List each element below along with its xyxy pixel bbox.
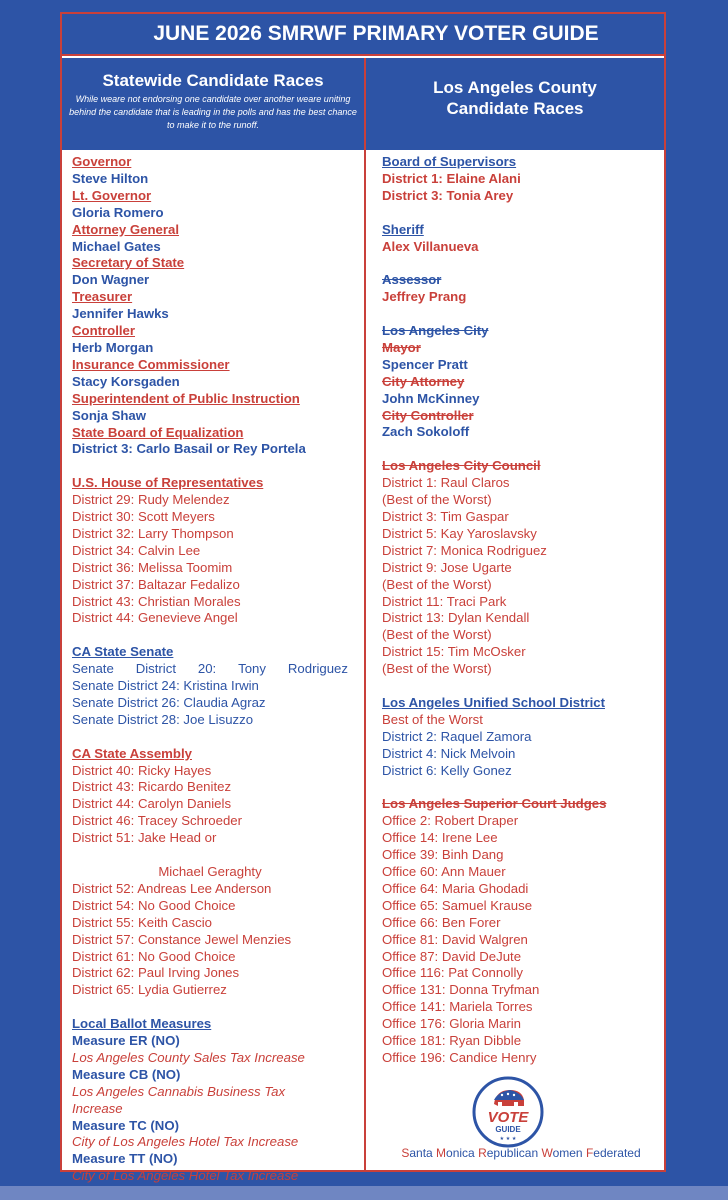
- judge-candidate: Office 81: David Walgren: [382, 931, 528, 947]
- council-heading: Los Angeles City Council: [382, 458, 541, 474]
- council-candidate: District 1: Raul Claros: [382, 475, 510, 491]
- judge-candidate: Office 116: Pat Connolly: [382, 965, 523, 981]
- pick-city-controller: Zach Sokoloff: [382, 424, 470, 440]
- assembly-candidate: District 46: Tracey Schroeder: [72, 813, 243, 829]
- assembly-candidate: District 43: Ricardo Benitez: [72, 779, 232, 795]
- assembly-candidate: District 57: Constance Jewel Menzies: [72, 931, 292, 947]
- council-candidate: District 13: Dylan Kendall: [382, 610, 530, 626]
- assembly-candidate: District 61: No Good Choice: [72, 948, 236, 964]
- footer-initial: R: [478, 1146, 487, 1160]
- council-candidate: (Best of the Worst): [382, 661, 492, 677]
- judge-candidate: Office 39: Binh Dang: [382, 847, 504, 863]
- judges-heading: Los Angeles Superior Court Judges: [382, 796, 607, 812]
- office-mayor: Mayor: [382, 339, 421, 355]
- assembly-candidate: District 65: Lydia Gutierrez: [72, 982, 227, 998]
- senate-candidate: Senate District 26: Claudia Agraz: [72, 694, 266, 710]
- house-list: [72, 492, 348, 627]
- office-lt-governor: Lt. Governor: [72, 187, 152, 203]
- measure-tt: Measure TT (NO): [72, 1151, 178, 1167]
- judge-candidate: Office 176: Gloria Marin: [382, 1016, 522, 1032]
- house-candidate: District 37: Baltazar Fedalizo: [72, 576, 240, 592]
- footer-initial: S: [401, 1146, 410, 1160]
- measure-tc: Measure TC (NO): [72, 1117, 179, 1133]
- senate-word: Senate: [72, 661, 114, 677]
- bottom-strip: [0, 1186, 728, 1200]
- judge-candidate: Office 66: Ben Forer: [382, 914, 501, 930]
- footer-word: ederated: [593, 1146, 641, 1160]
- judge-candidate: Office 2: Robert Draper: [382, 813, 519, 829]
- office-attorney-general: Attorney General: [72, 221, 179, 237]
- office-treasurer: Treasurer: [72, 289, 133, 305]
- pick-city-attorney: John McKinney: [382, 390, 480, 406]
- office-governor: Governor: [72, 154, 132, 169]
- council-candidate: District 3: Tim Gaspar: [382, 508, 509, 524]
- statewide-column: [72, 154, 348, 1185]
- senate-heading: CA State Senate: [72, 644, 174, 660]
- council-candidate: (Best of the Worst): [382, 627, 492, 643]
- office-superintendent: Superintendent of Public Instruction: [72, 390, 300, 406]
- council-candidate: (Best of the Worst): [382, 576, 492, 592]
- office-equalization: State Board of Equalization: [72, 424, 244, 440]
- vote-guide-logo: [472, 1076, 544, 1148]
- house-candidate: District 32: Larry Thompson: [72, 525, 234, 541]
- assembly-candidate: District 55: Keith Cascio: [72, 914, 212, 930]
- senate-candidate: Senate District 24: Kristina Irwin: [72, 678, 259, 694]
- measure-cb: Measure CB (NO): [72, 1066, 181, 1082]
- council-candidate: District 5: Kay Yaroslavsky: [382, 525, 537, 541]
- logo-guide-text: GUIDE: [495, 1125, 521, 1134]
- assembly-list: [72, 763, 348, 848]
- judge-candidate: Office 141: Mariela Torres: [382, 999, 533, 1015]
- office-city-controller: City Controller: [382, 407, 474, 423]
- judge-candidate: Office 196: Candice Henry: [382, 1049, 537, 1065]
- footer-initial: W: [541, 1146, 553, 1160]
- guide-title: JUNE 2026 SMRWF PRIMARY VOTER GUIDE: [62, 14, 664, 56]
- pick-controller: Herb Morgan: [72, 339, 154, 355]
- senate-first-line: [72, 661, 348, 678]
- pick-treasurer: Jennifer Hawks: [72, 306, 169, 322]
- assembly-candidate: District 62: Paul Irving Jones: [72, 965, 240, 981]
- judge-candidate: Office 181: Ryan Dibble: [382, 1033, 522, 1049]
- statewide-header: [62, 58, 364, 150]
- voter-guide-card: [60, 12, 666, 1184]
- council-candidate: District 7: Monica Rodriguez: [382, 542, 547, 558]
- office-city-attorney: City Attorney: [382, 373, 465, 389]
- judge-candidate: Office 131: Donna Tryfman: [382, 982, 540, 998]
- office-supervisors: Board of Supervisors: [382, 154, 517, 169]
- la-county-title-line2: Candidate Races: [446, 99, 584, 118]
- column-divider: [364, 58, 366, 1170]
- measure-er-desc: Los Angeles County Sales Tax Increase: [72, 1049, 305, 1065]
- senate-word: Rodriguez: [287, 661, 348, 677]
- assembly-candidate: District 52: Andreas Lee Anderson: [72, 880, 272, 896]
- pick-superintendent: Sonja Shaw: [72, 407, 147, 423]
- pick-supervisors-d1: District 1: Elaine Alani: [382, 170, 521, 186]
- lausd-candidate: District 6: Kelly Gonez: [382, 762, 512, 778]
- lausd-list: [382, 729, 652, 780]
- statewide-title: Statewide Candidate Races: [102, 71, 324, 90]
- measures-heading: Local Ballot Measures: [72, 1016, 212, 1032]
- house-candidate: District 34: Calvin Lee: [72, 542, 201, 558]
- house-candidate: District 43: Christian Morales: [72, 593, 241, 609]
- assembly-heading: CA State Assembly: [72, 745, 192, 761]
- council-candidate: District 15: Tim McOsker: [382, 644, 526, 660]
- la-county-title-line1: Los Angeles County: [433, 78, 597, 97]
- senate-word: Tony: [238, 661, 266, 677]
- footer-word: omen: [552, 1146, 586, 1160]
- judge-candidate: Office 60: Ann Mauer: [382, 863, 506, 879]
- footer-word: onica: [446, 1146, 479, 1160]
- pick-supervisors-d3: District 3: Tonia Arey: [382, 187, 514, 203]
- footer-word: epublican: [486, 1146, 542, 1160]
- pick-insurance-commissioner: Stacy Korsgaden: [72, 373, 180, 389]
- measure-er: Measure ER (NO): [72, 1033, 180, 1049]
- pick-mayor: Spencer Pratt: [382, 356, 468, 372]
- lausd-heading: Los Angeles Unified School District: [382, 694, 605, 710]
- house-candidate: District 44: Genevieve Angel: [72, 610, 238, 626]
- statewide-note: While weare not endorsing one candidate over another weare uniting behind the candidate that is leading in the polls and has the best chance to make it to the runoff.: [69, 94, 357, 130]
- senate-word: 20:: [197, 661, 217, 677]
- office-insurance-commissioner: Insurance Commissioner: [72, 356, 230, 372]
- measure-cb-desc: Los Angeles Cannabis Business Tax: [72, 1083, 286, 1099]
- judge-candidate: Office 64: Maria Ghodadi: [382, 880, 529, 896]
- senate-candidate: Senate District 28: Joe Lisuzzo: [72, 711, 254, 727]
- council-candidate: (Best of the Worst): [382, 492, 492, 508]
- house-candidate: District 29: Rudy Melendez: [72, 492, 230, 508]
- office-assessor: Assessor: [382, 272, 442, 288]
- assembly-candidate: District 54: No Good Choice: [72, 897, 236, 913]
- measure-tt-desc: City of Los Angeles Hotel Tax Increase: [72, 1168, 299, 1184]
- la-county-column: [382, 154, 652, 1067]
- la-county-header: [366, 58, 664, 150]
- pick-secretary-of-state: Don Wagner: [72, 272, 150, 288]
- pick-assessor: Jeffrey Prang: [382, 289, 467, 305]
- judge-candidate: Office 65: Samuel Krause: [382, 897, 533, 913]
- footer-initial: F: [585, 1146, 594, 1160]
- pick-governor: Steve Hilton: [72, 170, 149, 186]
- council-list: [382, 475, 652, 678]
- logo-stars: ★ ★ ★: [499, 1136, 517, 1142]
- logo-vote-text: VOTE: [487, 1109, 529, 1126]
- assembly-candidate: District 40: Ricky Hayes: [72, 762, 212, 778]
- house-candidate: District 36: Melissa Toomim: [72, 559, 233, 575]
- footer-org-name: [378, 1146, 664, 1160]
- senate-word: District: [135, 661, 176, 677]
- council-candidate: District 11: Traci Park: [382, 593, 507, 609]
- office-controller: Controller: [72, 323, 136, 339]
- footer-initial: M: [436, 1146, 447, 1160]
- la-city-heading: Los Angeles City: [382, 323, 489, 339]
- assembly-continuation: Michael Geraghty: [158, 864, 262, 879]
- senate-list: [72, 678, 348, 729]
- pick-attorney-general: Michael Gates: [72, 238, 161, 254]
- assembly-candidate: District 51: Jake Head or: [72, 830, 217, 846]
- pick-sheriff: Alex Villanueva: [382, 238, 479, 254]
- lausd-candidate: District 2: Raquel Zamora: [382, 728, 532, 744]
- lausd-candidate: District 4: Nick Melvoin: [382, 745, 516, 761]
- office-sheriff: Sheriff: [382, 221, 424, 237]
- judge-candidate: Office 14: Irene Lee: [382, 830, 498, 846]
- footer-word: anta: [409, 1146, 437, 1160]
- measure-tc-desc: City of Los Angeles Hotel Tax Increase: [72, 1134, 299, 1150]
- house-candidate: District 30: Scott Meyers: [72, 509, 215, 525]
- house-heading: U.S. House of Representatives: [72, 475, 264, 491]
- pick-equalization: District 3: Carlo Basail or Rey Portela: [72, 441, 306, 457]
- judge-candidate: Office 87: David DeJute: [382, 948, 522, 964]
- office-secretary-of-state: Secretary of State: [72, 255, 185, 271]
- measure-cb-desc-2: Increase: [72, 1100, 123, 1116]
- assembly-candidate: District 44: Carolyn Daniels: [72, 796, 232, 812]
- assembly-list-2: [72, 881, 348, 999]
- pick-lt-governor: Gloria Romero: [72, 204, 164, 220]
- lausd-note: Best of the Worst: [382, 711, 483, 727]
- council-candidate: District 9: Jose Ugarte: [382, 559, 512, 575]
- judges-list: [382, 813, 652, 1067]
